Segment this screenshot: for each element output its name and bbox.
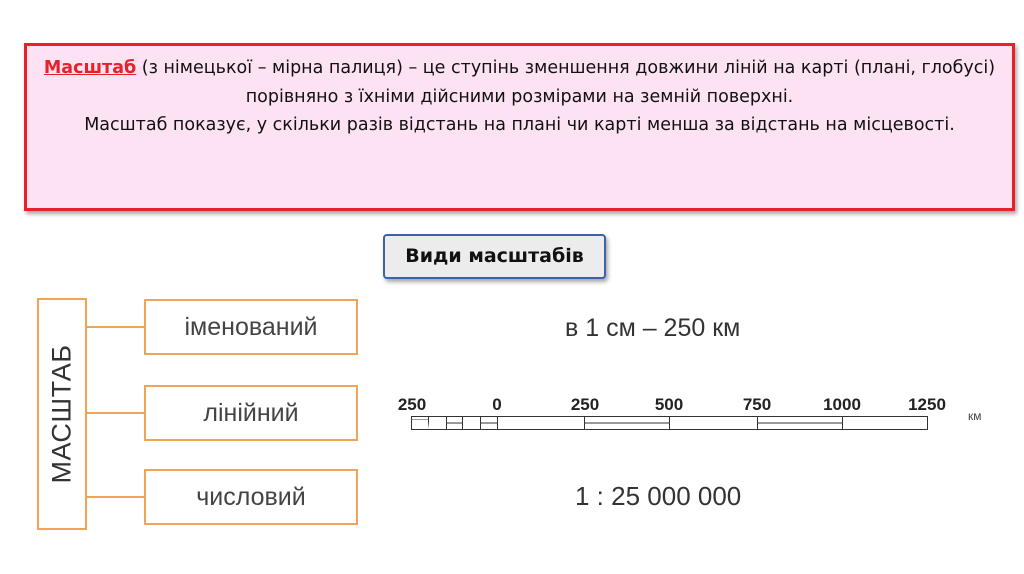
scale-root-box (37, 298, 87, 530)
scale-tick-label: 1250 (908, 395, 946, 414)
connector-line-3 (87, 496, 144, 498)
scale-tick-label: 500 (654, 395, 684, 414)
definition-term: Масштаб (43, 58, 137, 78)
scale-segment (584, 417, 670, 429)
type-box-linear: лінійний (144, 385, 358, 441)
definition-paragraph-2: Масштаб показує, у скільки разів відстань на плані чи карті менша за відстань на місцевості. (84, 115, 955, 135)
scale-root-label: МАСШТАБ (46, 344, 77, 484)
scale-tick-label: 1000 (823, 395, 861, 414)
scale-segment (757, 417, 843, 429)
definition-paragraph-1 (41, 54, 998, 111)
connector-line-2 (87, 412, 144, 414)
scale-types-button[interactable]: Види масштабів (383, 234, 606, 279)
scale-unit-label: км (968, 409, 982, 423)
scale-tick-label: 750 (742, 395, 772, 414)
definition-text-1: (з німецької – мірна палиця) – це ступінь зменшення довжини ліній на карті (плані, глобусі) порівняно з їхніми дійсними розмірами на земній поверхні. (136, 58, 996, 107)
scale-tick-label: 0 (492, 395, 502, 414)
scale-segment (446, 417, 463, 429)
scale-bar (411, 416, 928, 430)
type-box-named: іменований (144, 299, 358, 355)
scale-tick-label: 250 (397, 395, 427, 414)
definition-box (24, 43, 1015, 211)
scale-segment (412, 417, 429, 429)
type-box-numeric: числовий (144, 469, 358, 525)
named-scale-example: в 1 см – 250 км (565, 314, 741, 342)
numeric-scale-example: 1 : 25 000 000 (575, 481, 742, 511)
scale-tick-label: 250 (570, 395, 600, 414)
scale-segment (480, 417, 498, 429)
connector-line-1 (87, 326, 144, 328)
